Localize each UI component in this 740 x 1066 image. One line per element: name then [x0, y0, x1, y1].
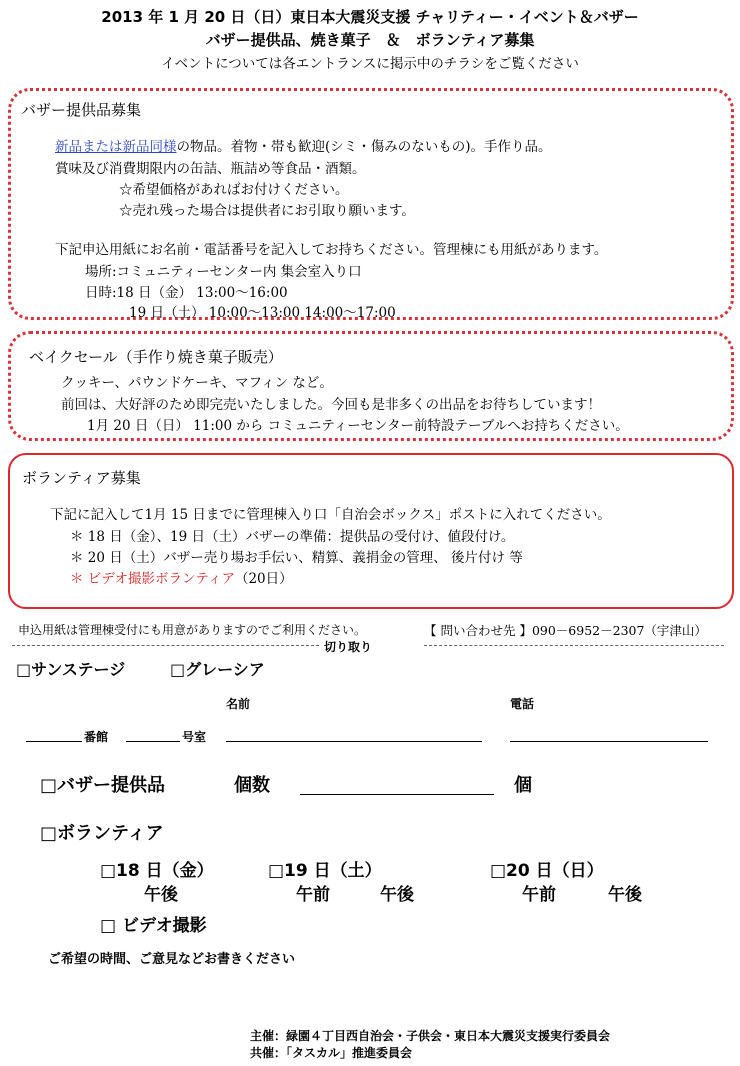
count-label: 個数 [234, 775, 270, 796]
day18-pm[interactable]: 午後 [144, 885, 178, 905]
organizer-co: 共催：「タスカル」推進委員会 [250, 1046, 413, 1060]
day18-checkbox[interactable]: □18 日（金） [100, 861, 214, 881]
bazaar-heading: バザー提供品募集 [21, 101, 142, 119]
volunteer-heading: ボランティア募集 [22, 469, 141, 487]
organizer-main: 主催：緑園４丁目西自治会・子供会・東日本大震災支援実行委員会 [250, 1029, 611, 1043]
bake-line1: クッキー、パウンドケーキ、マフィン など。 [61, 375, 333, 391]
room-label: 号室 [182, 730, 207, 744]
phone-label: 電話 [510, 697, 535, 711]
bazaar-star2: ☆売れ残った場合は提供者にお引取り願います。 [119, 203, 415, 219]
phone-field[interactable] [510, 741, 708, 742]
bazaar-date1: 日時:18 日（金） 13:00～16:00 [85, 285, 288, 301]
cut-label: 切り取り [324, 640, 373, 654]
bake-heading: ベイクセール（手作り焼き菓子販売） [29, 348, 283, 366]
count-unit: 個 [514, 775, 532, 796]
bazaar-date2: 19 日（土） 10:00～13:00 14:00～17:00 [129, 305, 396, 321]
volunteer-line1: 下記に記入して1月 15 日までに管理棟入り口「自治会ボックス」ポストに入れてください。 [50, 507, 611, 523]
event-note: イベントについては各エントランスに掲示中のチラシをご覧ください [161, 56, 579, 72]
bazaar-star1: ☆希望価格があればお付けください。 [119, 182, 349, 198]
bake-line3: 1月 20 日（日） 11:00 から コミュニティーセンター前特設テーブルへお持ちください。 [87, 418, 629, 434]
day20-checkbox[interactable]: □20 日（日） [490, 861, 604, 881]
form-availability-note: 申込用紙は管理棟受付にも用意がありますのでご利用ください。 [18, 623, 367, 637]
bazaar-instruction: 下記申込用紙にお名前・電話番号を記入してお持ちください。管理棟にも用紙があります。 [55, 242, 608, 258]
building-number-field[interactable] [26, 741, 82, 742]
bake-line2: 前回は、大好評のため即完売いたしました。今回も是非多くの出品をお待ちしています！ [61, 397, 601, 413]
event-title: 2013 年 1 月 20 日（日）東日本大震災支援 チャリティー・イベント＆バザー [101, 8, 639, 26]
option-sunstage[interactable]: □サンステージ [16, 660, 126, 679]
bazaar-line2: 賞味及び消費期限内の缶詰、瓶詰め等食品・酒類。 [55, 161, 366, 177]
bake-sale-section [8, 331, 734, 441]
volunteer-section [8, 453, 734, 609]
bazaar-checkbox[interactable]: □バザー提供品 [40, 775, 166, 796]
option-gracia[interactable]: □グレーシア [170, 660, 265, 679]
comments-prompt: ご希望の時間、ご意見などお書きください [48, 952, 296, 967]
day20-pm[interactable]: 午後 [608, 885, 642, 905]
room-number-field[interactable] [126, 741, 180, 742]
volunteer-item3: ＊ ビデオ撮影ボランティア（20日） [70, 571, 293, 587]
contact-info: 【 問い合わせ先 】090－6952－2307（宇津山） [424, 623, 707, 638]
count-field[interactable] [300, 794, 494, 795]
video-checkbox[interactable]: □ ビデオ撮影 [100, 916, 207, 936]
building-label: 番館 [84, 730, 109, 744]
cut-line-right [424, 645, 724, 646]
name-label: 名前 [226, 697, 251, 711]
name-field[interactable] [226, 741, 482, 742]
new-items-link[interactable]: 新品または新品同様 [55, 139, 177, 155]
day19-checkbox[interactable]: □19 日（土） [268, 861, 382, 881]
bazaar-place: 場所:コミュニティーセンター内 集会室入り口 [85, 264, 362, 280]
volunteer-item2: ＊ 20 日（土）バザー売り場お手伝い、精算、義捐金の管理、 後片付け 等 [70, 550, 523, 566]
video-volunteer-text: ビデオ撮影ボランティア [87, 571, 235, 587]
day19-am[interactable]: 午前 [296, 885, 330, 905]
day19-pm[interactable]: 午後 [380, 885, 414, 905]
bazaar-section [8, 88, 734, 320]
volunteer-item1: ＊ 18 日（金）、19 日（土）バザーの準備：提供品の受付け、値段付け。 [70, 529, 515, 545]
cut-line-left [12, 645, 319, 646]
volunteer-checkbox[interactable]: □ボランティア [40, 823, 164, 844]
bazaar-line1: 新品または新品同様の物品。着物・帯も歓迎(シミ・傷みのないもの)。手作り品。 [55, 139, 552, 155]
event-subtitle: バザー提供品、焼き菓子 ＆ ボランティア募集 [205, 31, 535, 49]
day20-am[interactable]: 午前 [522, 885, 556, 905]
